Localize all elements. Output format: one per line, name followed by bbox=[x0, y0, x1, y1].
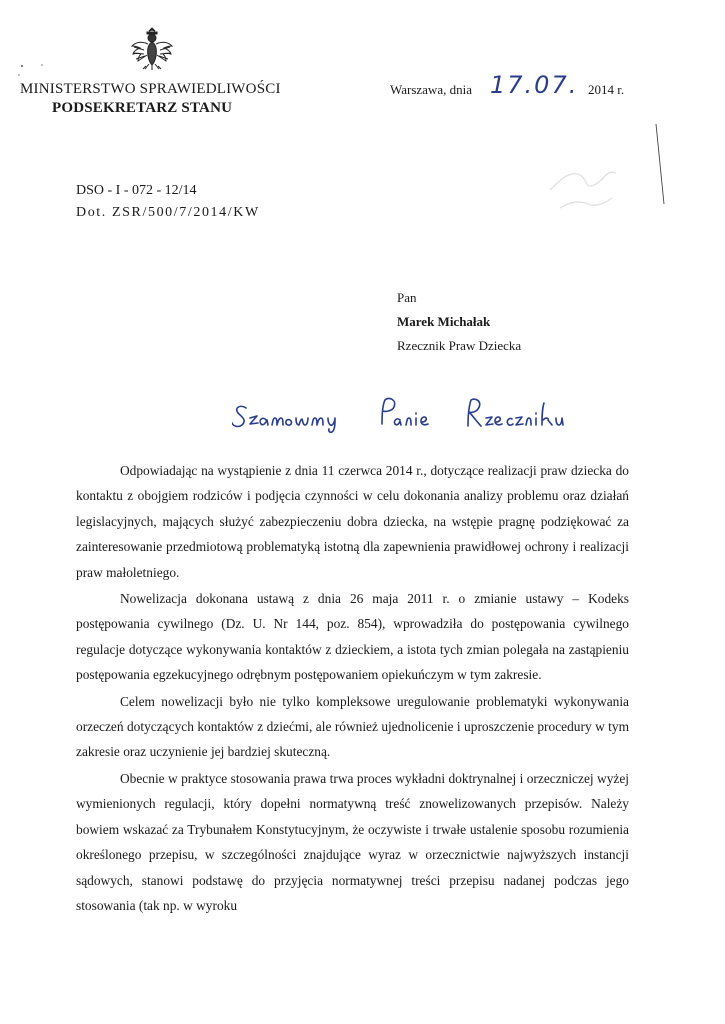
letter-body bbox=[76, 458, 629, 918]
polish-eagle-emblem bbox=[130, 24, 174, 72]
office-name: PODSEKRETARZ STANU bbox=[52, 100, 233, 116]
dateline bbox=[390, 71, 690, 110]
reference-block bbox=[76, 180, 260, 224]
body-paragraph: Nowelizacja dokonana ustawą z dnia 26 maja 2011 r. o zmianie ustawy – Kodeks postępowania cywilnego (Dz. U. Nr 144, poz. 854), wprowadziła do postępowania cywilnego regulacje dotyczące wykonywania kontaktów z dzieckiem, a istota tych zmian polegała na zastąpieniu postępowania egzekucyjnego odrębnym postępowaniem opiekuńczym w tym zakresie. bbox=[76, 591, 629, 683]
body-paragraph: Celem nowelizacji było nie tylko kompleksowe uregulowanie problematyki wykonywania orzeczeń dotyczących kontaktów z dziećmi, ale również ujednolicenie i uproszczenie procedury w tym zakresie oraz uczynienie jej bardziej skuteczną. bbox=[76, 693, 629, 760]
handwritten-salutation bbox=[232, 390, 592, 436]
date-prefix: Warszawa, dnia bbox=[390, 82, 472, 97]
addressee-name: Marek Michałak bbox=[397, 314, 491, 329]
handwritten-date: 17.07. bbox=[490, 71, 579, 99]
scan-mark bbox=[18, 62, 48, 78]
addressee-title: Rzecznik Praw Dziecka bbox=[397, 338, 522, 353]
date-suffix: 2014 r. bbox=[588, 82, 625, 97]
letterhead bbox=[20, 80, 281, 117]
reference-subject: Dot. ZSR/500/7/2014/KW bbox=[76, 205, 260, 220]
ministry-name: MINISTERSTWO SPRAWIEDLIWOŚCI bbox=[20, 81, 281, 97]
addressee-block bbox=[397, 286, 521, 358]
faint-margin-note bbox=[540, 130, 650, 220]
body-paragraph: Obecnie w praktyce stosowania prawa trwa proces wykładni doktrynalnej i orzeczniczej wyżej wymienionych regulacji, który dopełni normatywną treść znowelizowanych przepisów. Należy bowiem wskazać za Trybunałem Konstytucyjnym, że oczywiste i trwałe ustalenie sposobu rozumienia określonego przepisu, w szczególności znajdujące wyraz w orzecznictwie najwyższych instancji sądowych, stanowi podstawę do przyjęcia normatywnej treści przepisu nadanej podczas jego stosowania (tak np. w wyroku bbox=[76, 770, 629, 913]
body-paragraph: Odpowiadając na wystąpienie z dnia 11 czerwca 2014 r., dotyczące realizacji praw dziecka do kontaktu z obojgiem rodziców i podjęcia czynności w celu dokonania analizy problemu oraz działań legislacyjnych, mających służyć zabezpieczeniu dobra dziecka, na wstępie pragnę podziękować za zainteresowanie przedmiotową problematyką istotną dla zapewnienia prawidłowej ochrony i realizacji praw małoletniego. bbox=[76, 463, 629, 580]
margin-line bbox=[650, 120, 670, 210]
addressee-salutation: Pan bbox=[397, 290, 417, 305]
reference-number: DSO - I - 072 - 12/14 bbox=[76, 183, 197, 198]
